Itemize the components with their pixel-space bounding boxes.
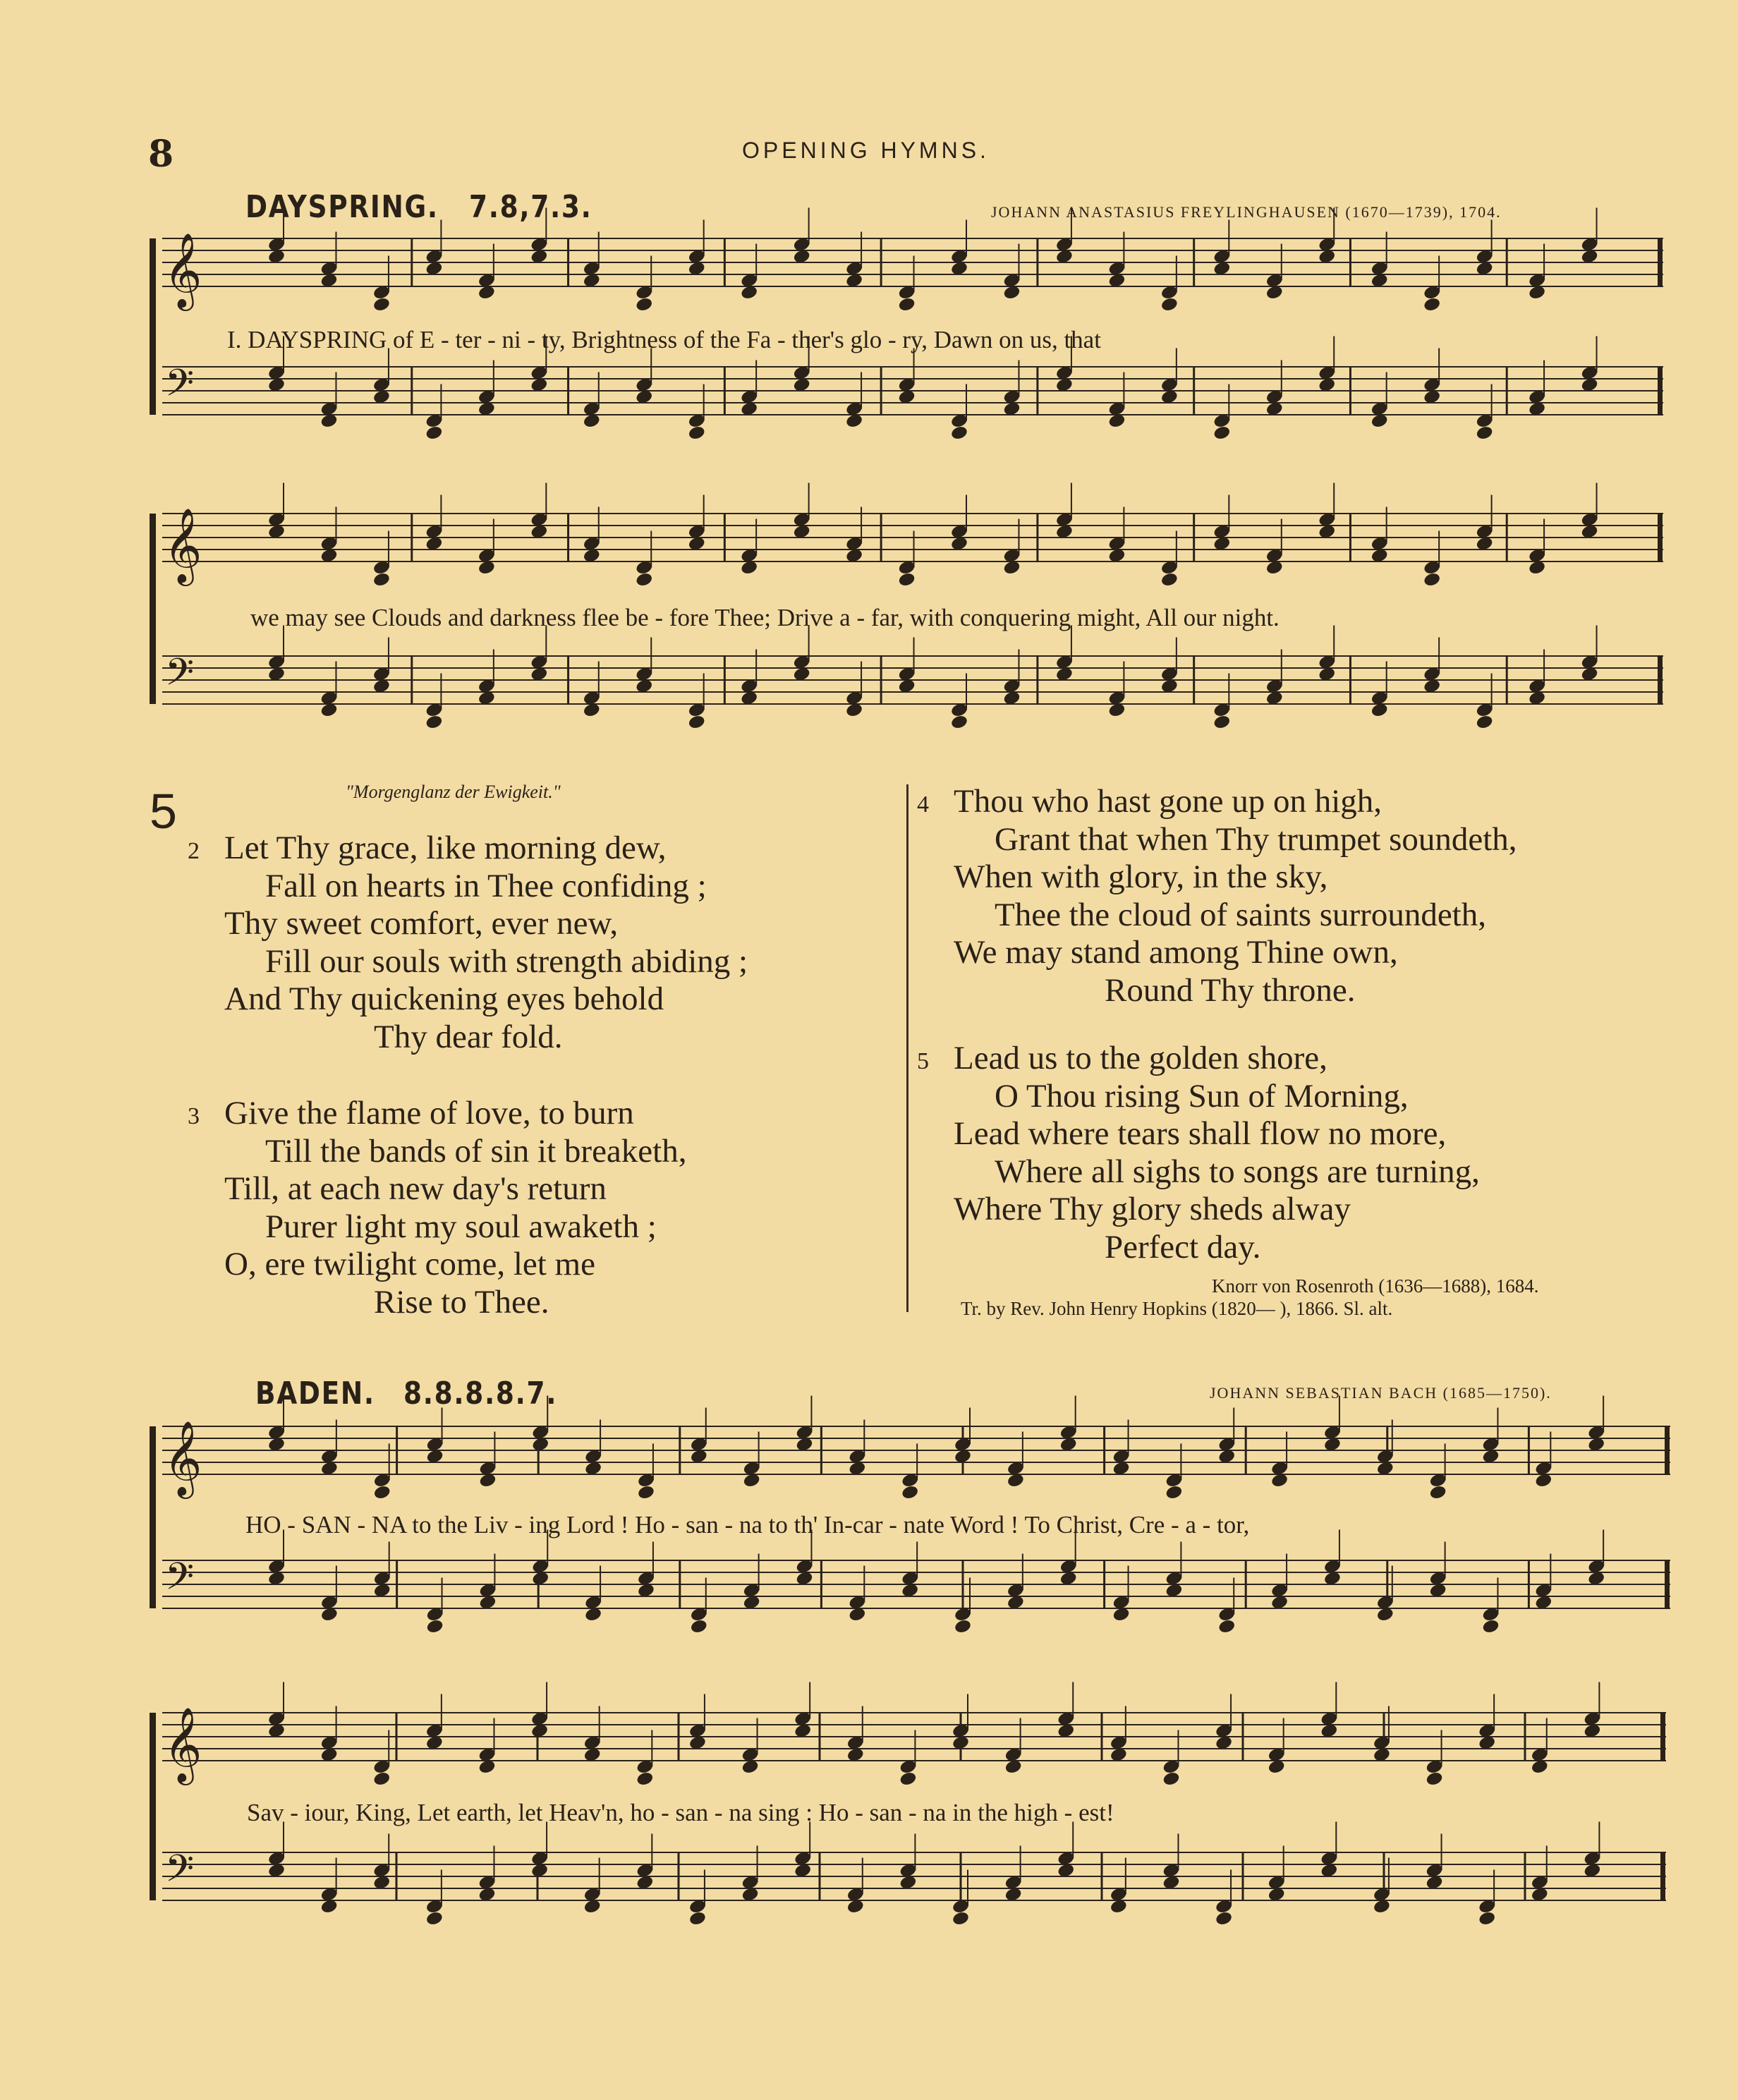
stanza-line: Grant that when Thy trumpet soundeth,	[995, 820, 1517, 858]
page-number: 8	[148, 133, 174, 176]
stanza-line: And Thy quickening eyes behold	[224, 981, 664, 1017]
hymn2-system2-lyrics: Sav - iour, King, Let earth, let Heav'n, ho - san - na sing : Ho - san - na in the high - est!	[247, 1799, 1114, 1826]
stanza-4	[917, 783, 1517, 1009]
stanza-line: Perfect day.	[1105, 1228, 1261, 1266]
stanza-2	[188, 830, 748, 1056]
stanza-line: Till, at each new day's return	[224, 1170, 607, 1207]
stanza-line: Let Thy grace, like morning dew,	[224, 830, 667, 866]
stanza-line: Till the bands of sin it breaketh,	[265, 1132, 687, 1170]
translator-credit: Tr. by Rev. John Henry Hopkins (1820— ), 1866. Sl. alt.	[961, 1298, 1393, 1319]
hymn1-system2-lyrics: we may see Clouds and darkness flee be - fore Thee; Drive a - far, with conquering might, All our night.	[250, 604, 1280, 631]
svg-text:𝄢: 𝄢	[165, 1555, 195, 1608]
stanza-line: Lead us to the golden shore,	[954, 1040, 1327, 1076]
stanza-line: Thy sweet comfort, ever new,	[224, 905, 619, 942]
svg-text:𝄞: 𝄞	[164, 1706, 202, 1782]
svg-text:𝄢: 𝄢	[165, 362, 195, 414]
hymn1-composer: JOHANN ANASTASIUS FREYLINGHAUSEN (1670—1739), 1704.	[991, 203, 1502, 221]
stanza-line: Thou who hast gone up on high,	[954, 783, 1382, 820]
stanza-line: We may stand among Thine own,	[954, 934, 1398, 971]
stanza-number: 4	[917, 791, 929, 818]
stanza-line: Purer light my soul awaketh ;	[265, 1208, 657, 1245]
stanza-line: O Thou rising Sun of Morning,	[995, 1077, 1409, 1115]
hymn1-tune-name: DAYSPRING.	[245, 189, 439, 225]
hymn1-system1-lyrics: I. DAYSPRING of E - ter - ni - ty, Brightness of the Fa - ther's glo - ry, Dawn on us, that	[227, 326, 1101, 353]
stanza-line: Thy dear fold.	[374, 1018, 563, 1055]
svg-text:𝄢: 𝄢	[165, 651, 195, 703]
stanza-line: Round Thy throne.	[1105, 971, 1356, 1009]
hymn1-meter: 7.8,7.3.	[469, 189, 592, 225]
stanza-line: Give the flame of love, to burn	[224, 1095, 634, 1131]
original-german-title: "Morgenglanz der Ewigkeit."	[346, 782, 561, 802]
hymn2-meter: 8.8.8.8.7.	[403, 1376, 558, 1412]
stanza-line: Fill our souls with strength abiding ;	[265, 942, 748, 980]
stanza-5	[917, 1040, 1480, 1266]
stanza-line: Fall on hearts in Thee confiding ;	[265, 867, 707, 904]
stanza-3	[188, 1095, 687, 1321]
svg-text:𝄢: 𝄢	[165, 1847, 195, 1900]
stanza-line: Where Thy glory sheds alway	[954, 1191, 1351, 1227]
hymn2-tune-name: BADEN.	[255, 1376, 375, 1412]
stanza-line: Rise to Thee.	[374, 1283, 549, 1321]
running-head: OPENING HYMNS.	[742, 138, 990, 163]
hymn1-system1-staff	[150, 208, 1663, 441]
stanza-number: 2	[188, 838, 200, 864]
hymn2-system1-lyrics: HO - SAN - NA to the Liv - ing Lord ! Ho - san - na to th' In-car - nate Word ! To Christ, Cre - a - tor,	[245, 1511, 1250, 1538]
stanza-line: Lead where tears shall flow no more,	[954, 1115, 1447, 1152]
stanza-line: When with glory, in the sky,	[954, 858, 1328, 895]
stanza-number: 5	[917, 1048, 929, 1074]
stanza-line: Where all sighs to songs are turning,	[995, 1153, 1480, 1190]
svg-text:𝄞: 𝄞	[164, 507, 202, 583]
hymn2-composer: JOHANN SEBASTIAN BACH (1685—1750).	[1210, 1384, 1552, 1402]
author-credit: Knorr von Rosenroth (1636—1688), 1684.	[1212, 1275, 1539, 1297]
stanza-line: O, ere twilight come, let me	[224, 1246, 595, 1282]
stanza-section-number: 5	[150, 784, 177, 839]
svg-text:𝄞: 𝄞	[164, 1420, 202, 1495]
column-divider	[906, 784, 909, 1312]
svg-text:𝄞: 𝄞	[164, 232, 202, 308]
stanza-number: 3	[188, 1103, 200, 1129]
stanza-line: Thee the cloud of saints surroundeth,	[995, 896, 1486, 933]
